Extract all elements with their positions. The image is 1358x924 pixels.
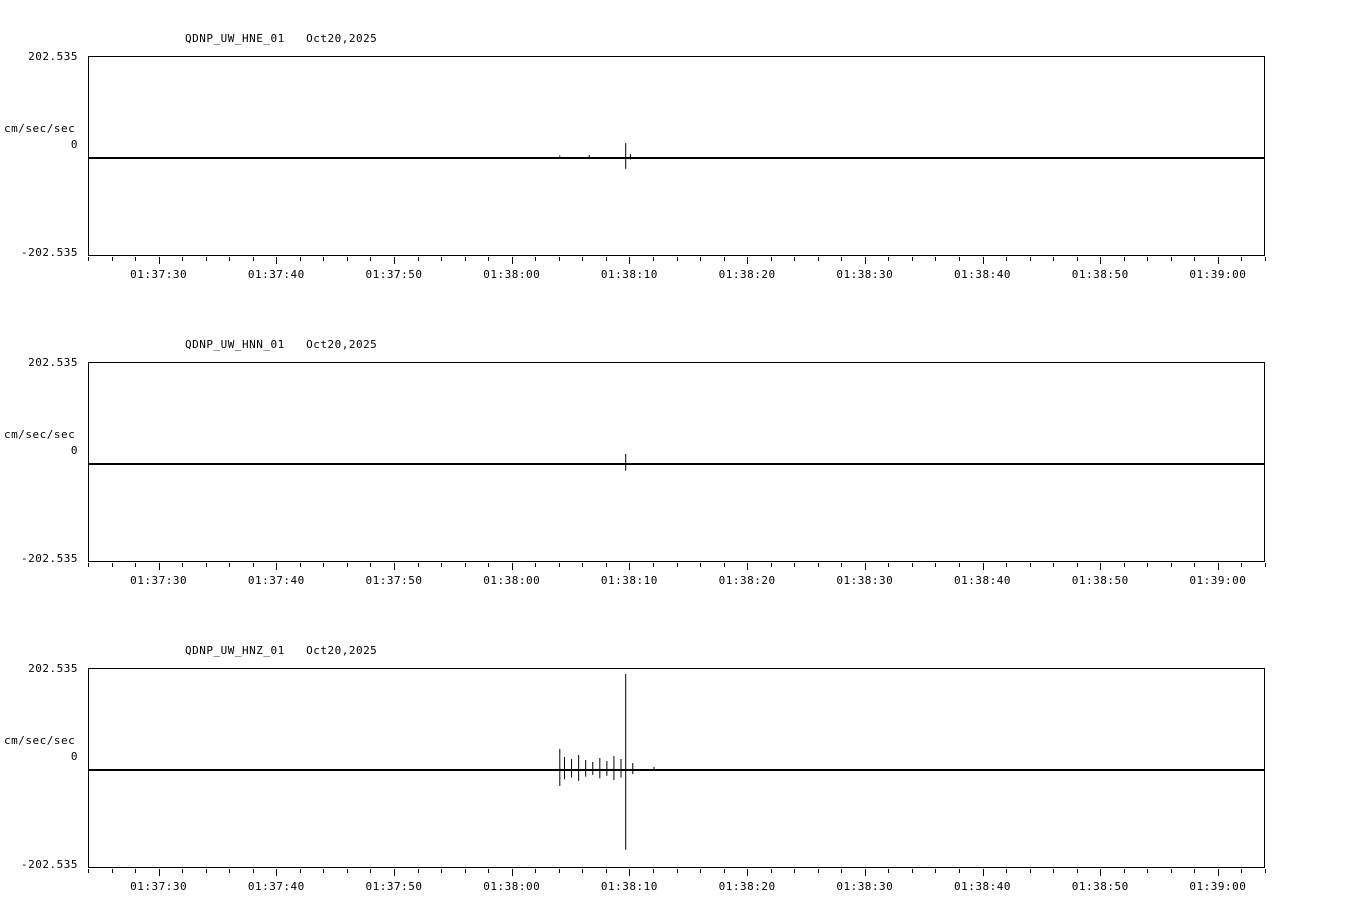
x-tick-label: 01:37:50 xyxy=(365,880,423,893)
x-tick-minor xyxy=(182,257,183,261)
panel-title: QDNP_UW_HNE_01 Oct20,2025 xyxy=(185,32,378,45)
x-tick-minor xyxy=(1077,869,1078,873)
x-tick-minor xyxy=(300,869,301,873)
x-tick-minor xyxy=(1241,563,1242,567)
x-tick-label: 01:38:00 xyxy=(483,268,541,281)
x-tick-label: 01:37:30 xyxy=(130,880,188,893)
x-tick-label: 01:37:30 xyxy=(130,268,188,281)
x-tick-minor xyxy=(724,563,725,567)
x-tick-minor xyxy=(888,563,889,567)
x-tick-minor xyxy=(1265,869,1266,873)
plot-frame xyxy=(88,56,1265,256)
x-tick-major xyxy=(394,869,395,876)
x-tick-minor xyxy=(112,869,113,873)
x-tick-minor xyxy=(841,257,842,261)
x-tick-minor xyxy=(229,257,230,261)
x-tick-minor xyxy=(935,257,936,261)
panel-title: QDNP_UW_HNZ_01 Oct20,2025 xyxy=(185,644,378,657)
x-tick-minor xyxy=(582,257,583,261)
x-tick-minor xyxy=(888,869,889,873)
x-tick-minor xyxy=(465,563,466,567)
x-tick-minor xyxy=(370,563,371,567)
x-tick-minor xyxy=(206,257,207,261)
seismogram-panel-hnz xyxy=(0,622,1358,912)
x-tick-minor xyxy=(794,563,795,567)
x-tick-minor xyxy=(1241,869,1242,873)
x-tick-label: 01:39:00 xyxy=(1189,880,1247,893)
x-tick-minor xyxy=(700,257,701,261)
y-tick-top: 202.535 xyxy=(28,356,78,369)
x-tick-minor xyxy=(370,257,371,261)
y-axis-unit-label: cm/sec/sec xyxy=(4,428,76,441)
x-tick-minor xyxy=(724,869,725,873)
x-tick-minor xyxy=(253,563,254,567)
y-axis-unit-label: cm/sec/sec xyxy=(4,734,76,747)
x-tick-minor xyxy=(1147,563,1148,567)
x-tick-minor xyxy=(959,563,960,567)
x-tick-major xyxy=(276,869,277,876)
x-tick-minor xyxy=(253,869,254,873)
x-tick-minor xyxy=(418,257,419,261)
x-tick-minor xyxy=(582,563,583,567)
x-tick-minor xyxy=(771,257,772,261)
x-tick-label: 01:38:10 xyxy=(600,268,658,281)
y-tick-zero: 0 xyxy=(70,444,78,457)
x-tick-minor xyxy=(653,257,654,261)
x-tick-minor xyxy=(1006,563,1007,567)
x-tick-major xyxy=(1100,257,1101,264)
x-tick-minor xyxy=(1077,257,1078,261)
x-tick-minor xyxy=(559,869,560,873)
x-tick-label: 01:38:50 xyxy=(1071,574,1129,587)
x-tick-minor xyxy=(441,563,442,567)
x-tick-minor xyxy=(1171,869,1172,873)
x-tick-minor xyxy=(912,563,913,567)
x-tick-major xyxy=(983,563,984,570)
x-tick-minor xyxy=(818,563,819,567)
x-tick-major xyxy=(159,563,160,570)
x-tick-major xyxy=(747,869,748,876)
x-tick-minor xyxy=(1194,257,1195,261)
x-tick-label: 01:38:30 xyxy=(836,268,894,281)
x-tick-minor xyxy=(606,869,607,873)
x-tick-major xyxy=(512,563,513,570)
x-tick-minor xyxy=(841,563,842,567)
x-tick-minor xyxy=(253,257,254,261)
x-tick-minor xyxy=(418,563,419,567)
x-tick-minor xyxy=(959,257,960,261)
x-tick-minor xyxy=(606,563,607,567)
x-axis-labels xyxy=(88,880,1265,896)
x-tick-minor xyxy=(441,869,442,873)
x-tick-label: 01:38:10 xyxy=(600,574,658,587)
x-tick-major xyxy=(865,563,866,570)
x-tick-minor xyxy=(88,563,89,567)
x-tick-minor xyxy=(347,869,348,873)
x-tick-minor xyxy=(677,563,678,567)
x-tick-label: 01:38:40 xyxy=(954,574,1012,587)
x-tick-label: 01:37:40 xyxy=(247,268,305,281)
waveform-trace xyxy=(89,669,1265,868)
x-tick-major xyxy=(159,257,160,264)
x-tick-minor xyxy=(135,257,136,261)
x-tick-minor xyxy=(206,869,207,873)
seismogram-panel-hnn xyxy=(0,316,1358,606)
x-tick-minor xyxy=(465,869,466,873)
x-tick-minor xyxy=(935,563,936,567)
x-tick-minor xyxy=(229,869,230,873)
x-tick-minor xyxy=(535,257,536,261)
x-tick-label: 01:38:10 xyxy=(600,880,658,893)
x-tick-minor xyxy=(441,257,442,261)
y-tick-bottom: -202.535 xyxy=(21,858,78,871)
x-tick-label: 01:38:20 xyxy=(718,574,776,587)
x-tick-minor xyxy=(229,563,230,567)
x-tick-minor xyxy=(182,563,183,567)
x-tick-major xyxy=(865,869,866,876)
x-tick-label: 01:38:50 xyxy=(1071,268,1129,281)
x-tick-minor xyxy=(794,869,795,873)
x-tick-major xyxy=(1100,563,1101,570)
x-tick-minor xyxy=(1194,869,1195,873)
x-tick-minor xyxy=(1030,257,1031,261)
y-tick-zero: 0 xyxy=(70,138,78,151)
x-tick-minor xyxy=(488,563,489,567)
x-tick-major xyxy=(983,869,984,876)
y-tick-bottom: -202.535 xyxy=(21,246,78,259)
x-tick-label: 01:39:00 xyxy=(1189,268,1247,281)
x-tick-minor xyxy=(1006,869,1007,873)
x-tick-minor xyxy=(959,869,960,873)
x-tick-major xyxy=(1218,869,1219,876)
x-tick-minor xyxy=(88,869,89,873)
plot-frame xyxy=(88,362,1265,562)
x-tick-minor xyxy=(1147,869,1148,873)
x-tick-label: 01:38:20 xyxy=(718,880,776,893)
x-tick-major xyxy=(512,869,513,876)
x-tick-major xyxy=(983,257,984,264)
x-tick-minor xyxy=(370,869,371,873)
x-tick-minor xyxy=(677,257,678,261)
x-tick-minor xyxy=(535,563,536,567)
x-tick-minor xyxy=(1171,563,1172,567)
x-tick-minor xyxy=(1006,257,1007,261)
x-tick-label: 01:37:40 xyxy=(247,574,305,587)
x-tick-label: 01:37:50 xyxy=(365,574,423,587)
x-tick-minor xyxy=(323,563,324,567)
x-tick-minor xyxy=(418,869,419,873)
panel-title: QDNP_UW_HNN_01 Oct20,2025 xyxy=(185,338,378,351)
x-tick-minor xyxy=(347,563,348,567)
x-tick-major xyxy=(629,563,630,570)
x-tick-label: 01:37:50 xyxy=(365,268,423,281)
x-tick-minor xyxy=(677,869,678,873)
x-tick-major xyxy=(629,257,630,264)
x-tick-minor xyxy=(1124,563,1125,567)
x-tick-label: 01:38:00 xyxy=(483,880,541,893)
x-tick-minor xyxy=(1265,563,1266,567)
x-axis-ticks xyxy=(88,563,1265,573)
x-tick-label: 01:38:30 xyxy=(836,574,894,587)
x-tick-minor xyxy=(1030,563,1031,567)
x-tick-minor xyxy=(653,563,654,567)
x-tick-minor xyxy=(135,869,136,873)
x-tick-minor xyxy=(347,257,348,261)
x-tick-major xyxy=(747,257,748,264)
x-tick-major xyxy=(1218,257,1219,264)
y-tick-top: 202.535 xyxy=(28,662,78,675)
x-tick-minor xyxy=(1053,257,1054,261)
x-tick-major xyxy=(159,869,160,876)
x-tick-minor xyxy=(135,563,136,567)
x-tick-label: 01:38:40 xyxy=(954,268,1012,281)
y-tick-top: 202.535 xyxy=(28,50,78,63)
x-tick-major xyxy=(512,257,513,264)
x-axis-ticks xyxy=(88,257,1265,267)
x-tick-minor xyxy=(700,869,701,873)
x-tick-label: 01:37:30 xyxy=(130,574,188,587)
x-tick-minor xyxy=(1077,563,1078,567)
x-tick-minor xyxy=(1124,257,1125,261)
x-tick-minor xyxy=(700,563,701,567)
x-tick-label: 01:38:20 xyxy=(718,268,776,281)
x-tick-minor xyxy=(1194,563,1195,567)
x-tick-minor xyxy=(1265,257,1266,261)
x-tick-major xyxy=(1100,869,1101,876)
x-tick-minor xyxy=(88,257,89,261)
x-tick-major xyxy=(629,869,630,876)
x-tick-minor xyxy=(206,563,207,567)
x-tick-minor xyxy=(653,869,654,873)
x-tick-minor xyxy=(841,869,842,873)
x-tick-label: 01:38:40 xyxy=(954,880,1012,893)
x-tick-label: 01:38:00 xyxy=(483,574,541,587)
plot-frame xyxy=(88,668,1265,868)
x-tick-minor xyxy=(935,869,936,873)
x-tick-minor xyxy=(912,869,913,873)
x-tick-minor xyxy=(1147,257,1148,261)
x-tick-minor xyxy=(488,869,489,873)
x-tick-major xyxy=(394,563,395,570)
waveform-trace xyxy=(89,363,1265,562)
x-tick-minor xyxy=(888,257,889,261)
x-tick-major xyxy=(1218,563,1219,570)
x-tick-minor xyxy=(488,257,489,261)
x-tick-minor xyxy=(606,257,607,261)
x-tick-minor xyxy=(1124,869,1125,873)
x-tick-minor xyxy=(1030,869,1031,873)
x-tick-minor xyxy=(794,257,795,261)
x-tick-minor xyxy=(323,869,324,873)
x-tick-label: 01:39:00 xyxy=(1189,574,1247,587)
x-tick-minor xyxy=(724,257,725,261)
x-tick-minor xyxy=(582,869,583,873)
x-tick-minor xyxy=(559,257,560,261)
x-axis-labels xyxy=(88,268,1265,284)
x-tick-major xyxy=(276,257,277,264)
x-tick-label: 01:38:50 xyxy=(1071,880,1129,893)
y-tick-bottom: -202.535 xyxy=(21,552,78,565)
x-axis-ticks xyxy=(88,869,1265,879)
y-tick-zero: 0 xyxy=(70,750,78,763)
x-tick-minor xyxy=(465,257,466,261)
x-tick-minor xyxy=(1053,563,1054,567)
x-tick-minor xyxy=(323,257,324,261)
x-tick-minor xyxy=(112,257,113,261)
x-axis-labels xyxy=(88,574,1265,590)
x-tick-minor xyxy=(771,563,772,567)
x-tick-minor xyxy=(818,869,819,873)
x-tick-minor xyxy=(535,869,536,873)
x-tick-minor xyxy=(559,563,560,567)
seismogram-panel-hne xyxy=(0,10,1358,300)
x-tick-major xyxy=(865,257,866,264)
waveform-trace xyxy=(89,57,1265,256)
x-tick-minor xyxy=(300,257,301,261)
x-tick-label: 01:38:30 xyxy=(836,880,894,893)
x-tick-major xyxy=(394,257,395,264)
x-tick-minor xyxy=(1053,869,1054,873)
y-axis-unit-label: cm/sec/sec xyxy=(4,122,76,135)
x-tick-minor xyxy=(1241,257,1242,261)
x-tick-minor xyxy=(1171,257,1172,261)
x-tick-minor xyxy=(182,869,183,873)
x-tick-minor xyxy=(818,257,819,261)
x-tick-minor xyxy=(300,563,301,567)
x-tick-major xyxy=(747,563,748,570)
x-tick-minor xyxy=(112,563,113,567)
x-tick-minor xyxy=(771,869,772,873)
x-tick-label: 01:37:40 xyxy=(247,880,305,893)
x-tick-minor xyxy=(912,257,913,261)
x-tick-major xyxy=(276,563,277,570)
